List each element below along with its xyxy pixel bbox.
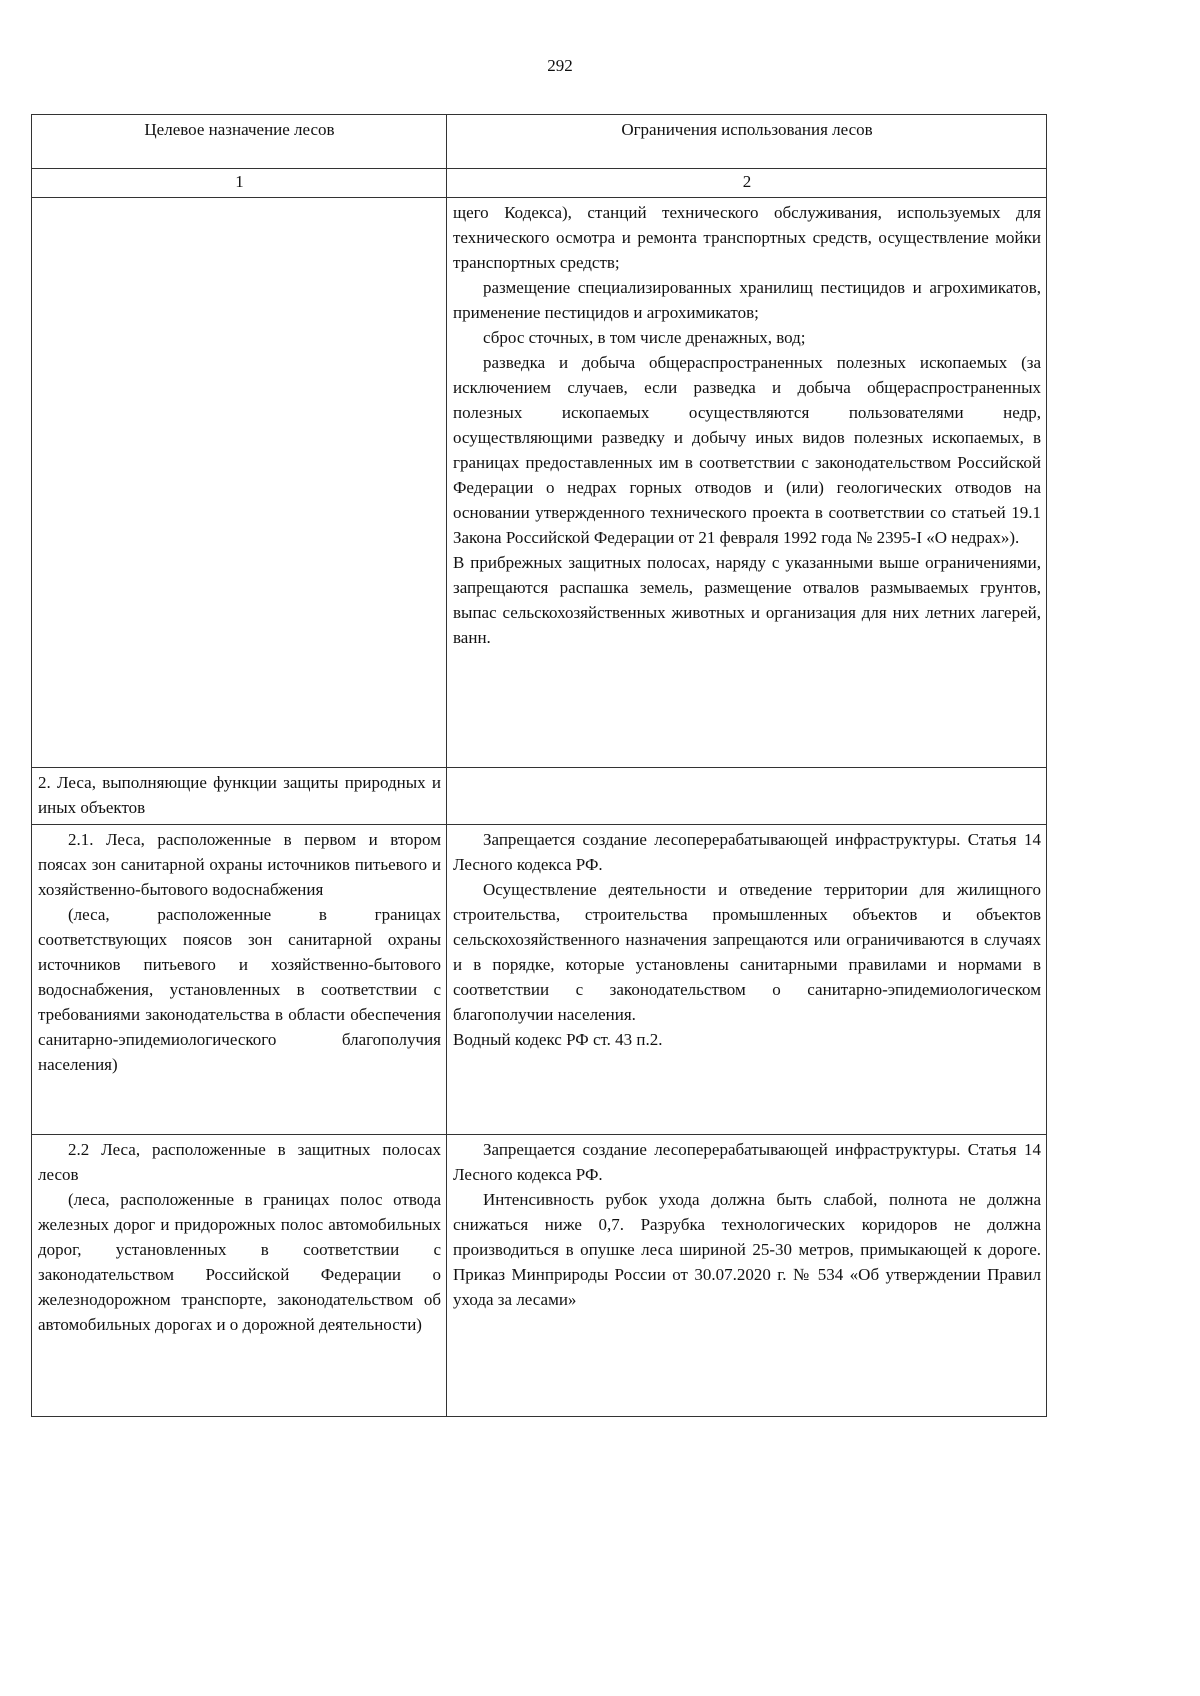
cell-restrictions <box>447 825 1047 1135</box>
cell-purpose <box>32 768 447 825</box>
table-row-2-2 <box>32 1135 1047 1417</box>
cell-paragraph: Водный кодекс РФ ст. 43 п.2. <box>453 1030 663 1049</box>
cell-paragraph: Интенсивность рубок ухода должна быть слабой, полнота не должна снижаться ниже 0,7. Разрубка технологических коридоров не должна производиться в опушке леса шириной 25-30 метров, примыкающей к дороге. Приказ Минприроды России от 30.07.2020 г. № 534 «Об утверждении Правил ухода за лесами» <box>453 1190 1041 1309</box>
cell-paragraph: Запрещается создание лесоперерабатывающей инфраструктуры. Статья 14 Лесного кодекса РФ. <box>453 1140 1041 1184</box>
header-forest-purpose: Целевое назначение лесов <box>32 115 447 169</box>
page-number: 292 <box>547 56 573 75</box>
cell-paragraph: размещение специализированных хранилищ пестицидов и агрохимикатов, применение пестицидов и агрохимикатов; <box>453 278 1041 322</box>
cell-paragraph: щего Кодекса), станций технического обслуживания, используемых для технического осмотра и ремонта транспортных средств, осуществление мойки транспортных средств; <box>453 203 1041 272</box>
cell-paragraph: Осуществление деятельности и отведение территории для жилищного строительства, строительства промышленных объектов и объектов сельскохозяйственного назначения запрещаются или ограничиваются в случаях и в порядке, которые установлены санитарными правилами и нормами в соответствии с законодательством о санитарно-эпидемиологическом благополучии населения. <box>453 880 1041 1024</box>
cell-paragraph: В прибрежных защитных полосах, наряду с указанными выше ограничениями, запрещаются распашка земель, размещение отвалов размываемых грунтов, выпас сельскохозяйственных животных и организация для них летних лагерей, ванн. <box>453 553 1041 647</box>
table-row-2-1 <box>32 825 1047 1135</box>
cell-purpose <box>32 825 447 1135</box>
cell-paragraph: 2. Леса, выполняющие функции защиты природных и иных объектов <box>38 773 441 817</box>
cell-purpose <box>32 1135 447 1417</box>
header-forest-use-restrictions: Ограничения использования лесов <box>447 115 1047 169</box>
cell-paragraph: (леса, расположенные в границах полос отвода железных дорог и придорожных полос автомобильных дорог, установленных в соответствии с законодательством Российской Федерации о железнодорожном транспорте, законодательством об автомобильных дорогах и о дорожной деятельности) <box>38 1190 441 1334</box>
forest-purpose-table <box>31 114 1047 1417</box>
table-header-row <box>32 115 1047 169</box>
cell-purpose <box>32 198 447 768</box>
cell-paragraph: 2.1. Леса, расположенные в первом и втором поясах зон санитарной охраны источников питьевого и хозяйственно-бытового водоснабжения <box>38 830 441 899</box>
cell-paragraph: (леса, расположенные в границах соответствующих поясов зон санитарной охраны источников питьевого и хозяйственно-бытового водоснабжения, установленных в соответствии с требованиями законодательства в области обеспечения санитарно-эпидемиологического благополучия населения) <box>38 905 441 1074</box>
cell-restrictions <box>447 1135 1047 1417</box>
cell-restrictions <box>447 768 1047 825</box>
column-number-row <box>32 169 1047 198</box>
cell-paragraph: разведка и добыча общераспространенных полезных ископаемых (за исключением случаев, если разведка и добыча общераспространенных полезных ископаемых осуществляются пользователями недр, осуществляющими разведку и добычу иных видов полезных ископаемых, в границах предоставленных им в соответствии с законодательством Российской Федерации о недрах горных отводов и (или) геологических отводов на основании утвержденного технического проекта в соответствии со статьей 19.1 Закона Российской Федерации от 21 февраля 1992 года № 2395-I «О недрах»). <box>453 353 1041 547</box>
cell-paragraph: Запрещается создание лесоперерабатывающей инфраструктуры. Статья 14 Лесного кодекса РФ. <box>453 830 1041 874</box>
column-number-1: 1 <box>32 169 447 198</box>
table-row-section-2 <box>32 768 1047 825</box>
table-row-continuation <box>32 198 1047 768</box>
cell-paragraph: сброс сточных, в том числе дренажных, вод; <box>483 328 806 347</box>
cell-restrictions <box>447 198 1047 768</box>
cell-paragraph: 2.2 Леса, расположенные в защитных полосах лесов <box>38 1140 441 1184</box>
column-number-2: 2 <box>447 169 1047 198</box>
